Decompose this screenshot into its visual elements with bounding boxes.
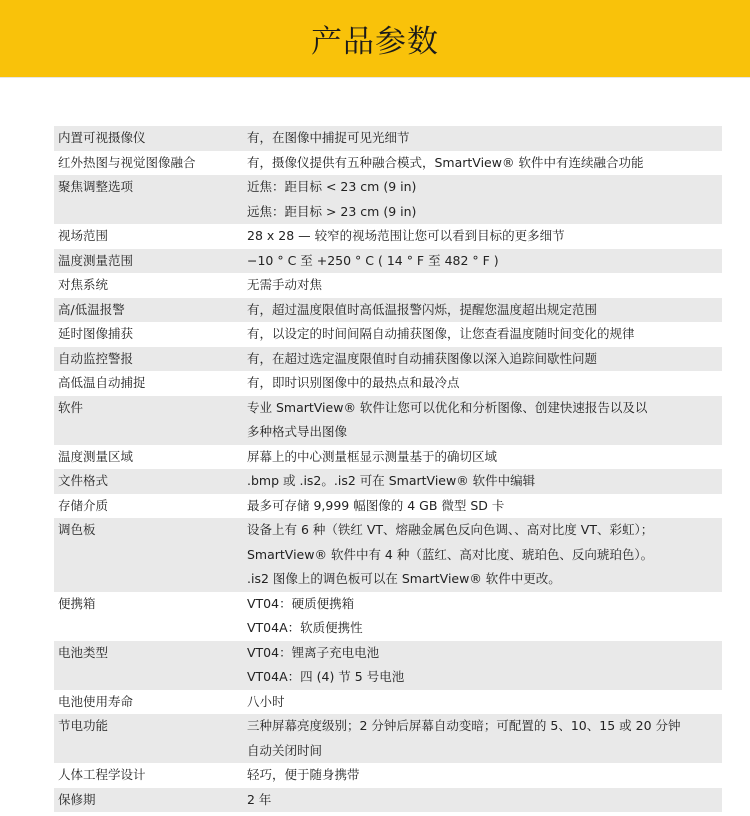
spec-label: 便携箱 xyxy=(58,595,96,611)
spec-value xyxy=(247,249,722,274)
spec-value xyxy=(247,126,722,151)
spec-value-line: 最多可存储 9,999 幅图像的 4 GB 微型 SD 卡 xyxy=(247,497,505,513)
spec-label: 视场范围 xyxy=(58,228,109,243)
spec-label: 电池使用寿命 xyxy=(58,693,134,709)
spec-value-line: 三种屏幕亮度级别；2 分钟后屏幕自动变暗；可配置的 5、10、15 或 20 分钟 xyxy=(247,718,681,733)
spec-value xyxy=(247,714,722,763)
spec-label: 存储介质 xyxy=(58,497,109,513)
spec-value-line: VT04：硬质便携箱 xyxy=(247,595,355,611)
spec-row xyxy=(54,518,722,592)
spec-value xyxy=(247,298,722,323)
spec-label: 软件 xyxy=(58,399,84,415)
spec-value-line: 八小时 xyxy=(247,693,285,709)
spec-label: 温度测量范围 xyxy=(58,252,134,268)
spec-value-line: 28 x 28 — 较窄的视场范围让您可以看到目标的更多细节 xyxy=(247,228,565,243)
spec-table xyxy=(54,126,722,812)
spec-label: 高/低温报警 xyxy=(58,301,125,317)
spec-row xyxy=(54,175,722,224)
spec-label: 保修期 xyxy=(58,791,96,807)
spec-row xyxy=(54,371,722,396)
spec-value-line: 多种格式导出图像 xyxy=(247,424,348,439)
spec-value-line: SmartView® 软件中有 4 种（蓝红、高对比度、琥珀色、反向琥珀色）。 xyxy=(247,546,654,562)
spec-value-line: 无需手动对焦 xyxy=(247,277,323,292)
header-banner xyxy=(0,0,750,77)
spec-value-line: 有，超过温度限值时高低温报警闪烁，提醒您温度超出规定范围 xyxy=(247,301,598,317)
spec-value xyxy=(247,641,722,690)
spec-row xyxy=(54,494,722,519)
spec-label: 温度测量区域 xyxy=(58,448,134,464)
spec-value-line: 有，在超过选定温度限值时自动捕获图像以深入追踪间歇性问题 xyxy=(247,350,598,366)
spec-row xyxy=(54,592,722,641)
spec-label: 内置可视摄像仪 xyxy=(58,130,146,145)
spec-row xyxy=(54,714,722,763)
spec-value xyxy=(247,469,722,494)
spec-value-line: −10 ° C 至 +250 ° C ( 14 ° F 至 482 ° F ) xyxy=(247,252,499,268)
spec-label: 对焦系统 xyxy=(58,277,109,292)
spec-label: 聚焦调整选项 xyxy=(58,179,134,194)
spec-value xyxy=(247,175,722,224)
spec-label: 节电功能 xyxy=(58,718,109,733)
spec-value-line: 轻巧，便于随身携带 xyxy=(247,767,360,782)
spec-row xyxy=(54,469,722,494)
spec-value xyxy=(247,445,722,470)
header-gap xyxy=(0,77,750,127)
spec-value xyxy=(247,224,722,249)
spec-row xyxy=(54,249,722,274)
spec-value xyxy=(247,788,722,813)
spec-row xyxy=(54,322,722,347)
spec-row xyxy=(54,763,722,788)
spec-value-line: 设备上有 6 种（铁红 VT、熔融金属色反向色调、、高对比度 VT、彩虹）； xyxy=(247,522,654,537)
spec-row xyxy=(54,224,722,249)
spec-label: 高低温自动捕捉 xyxy=(58,375,146,390)
spec-value xyxy=(247,690,722,715)
page-title: 产品参数 xyxy=(311,24,439,60)
spec-label: 文件格式 xyxy=(58,473,109,488)
spec-value-line: 2 年 xyxy=(247,791,272,807)
spec-value xyxy=(247,151,722,176)
spec-value-line: 远焦：距目标 > 23 cm (9 in) xyxy=(247,203,417,219)
spec-label: 自动监控警报 xyxy=(58,350,134,366)
spec-value xyxy=(247,371,722,396)
spec-value xyxy=(247,322,722,347)
spec-row xyxy=(54,445,722,470)
spec-label: 红外热图与视觉图像融合 xyxy=(58,154,196,170)
spec-value-line: .is2 图像上的调色板可以在 SmartView® 软件中更改。 xyxy=(247,571,561,586)
spec-value-line: 有，摄像仪提供有五种融合模式，SmartView® 软件中有连续融合功能 xyxy=(247,154,644,170)
spec-row xyxy=(54,151,722,176)
spec-row xyxy=(54,641,722,690)
spec-value-line: 近焦：距目标 < 23 cm (9 in) xyxy=(247,179,417,194)
spec-value xyxy=(247,592,722,641)
spec-value-line: VT04A：软质便携性 xyxy=(247,620,363,635)
spec-value-line: 自动关闭时间 xyxy=(247,742,323,758)
spec-value xyxy=(247,347,722,372)
spec-value-line: 屏幕上的中心测量框显示测量基于的确切区域 xyxy=(247,448,498,464)
spec-row xyxy=(54,273,722,298)
spec-value xyxy=(247,273,722,298)
spec-row xyxy=(54,347,722,372)
spec-value-line: VT04A：四 (4) 节 5 号电池 xyxy=(247,669,405,684)
spec-row xyxy=(54,690,722,715)
spec-row xyxy=(54,396,722,445)
spec-row xyxy=(54,126,722,151)
spec-value-line: VT04：锂离子充电电池 xyxy=(247,644,380,660)
spec-value-line: 有，即时识别图像中的最热点和最冷点 xyxy=(247,375,460,390)
spec-value xyxy=(247,494,722,519)
spec-value xyxy=(247,763,722,788)
spec-label: 人体工程学设计 xyxy=(58,767,146,782)
spec-value-line: 有，以设定的时间间隔自动捕获图像，让您查看温度随时间变化的规律 xyxy=(247,326,635,341)
spec-value-line: .bmp 或 .is2。.is2 可在 SmartView® 软件中编辑 xyxy=(247,473,536,488)
spec-label: 延时图像捕获 xyxy=(58,326,134,341)
spec-label: 电池类型 xyxy=(58,644,109,660)
spec-value xyxy=(247,396,722,445)
spec-value-line: 专业 SmartView® 软件让您可以优化和分析图像、创建快速报告以及以 xyxy=(247,399,648,415)
spec-label: 调色板 xyxy=(58,522,96,537)
spec-row xyxy=(54,298,722,323)
spec-value xyxy=(247,518,722,592)
spec-row xyxy=(54,788,722,813)
spec-value-line: 有，在图像中捕捉可见光细节 xyxy=(247,130,410,145)
